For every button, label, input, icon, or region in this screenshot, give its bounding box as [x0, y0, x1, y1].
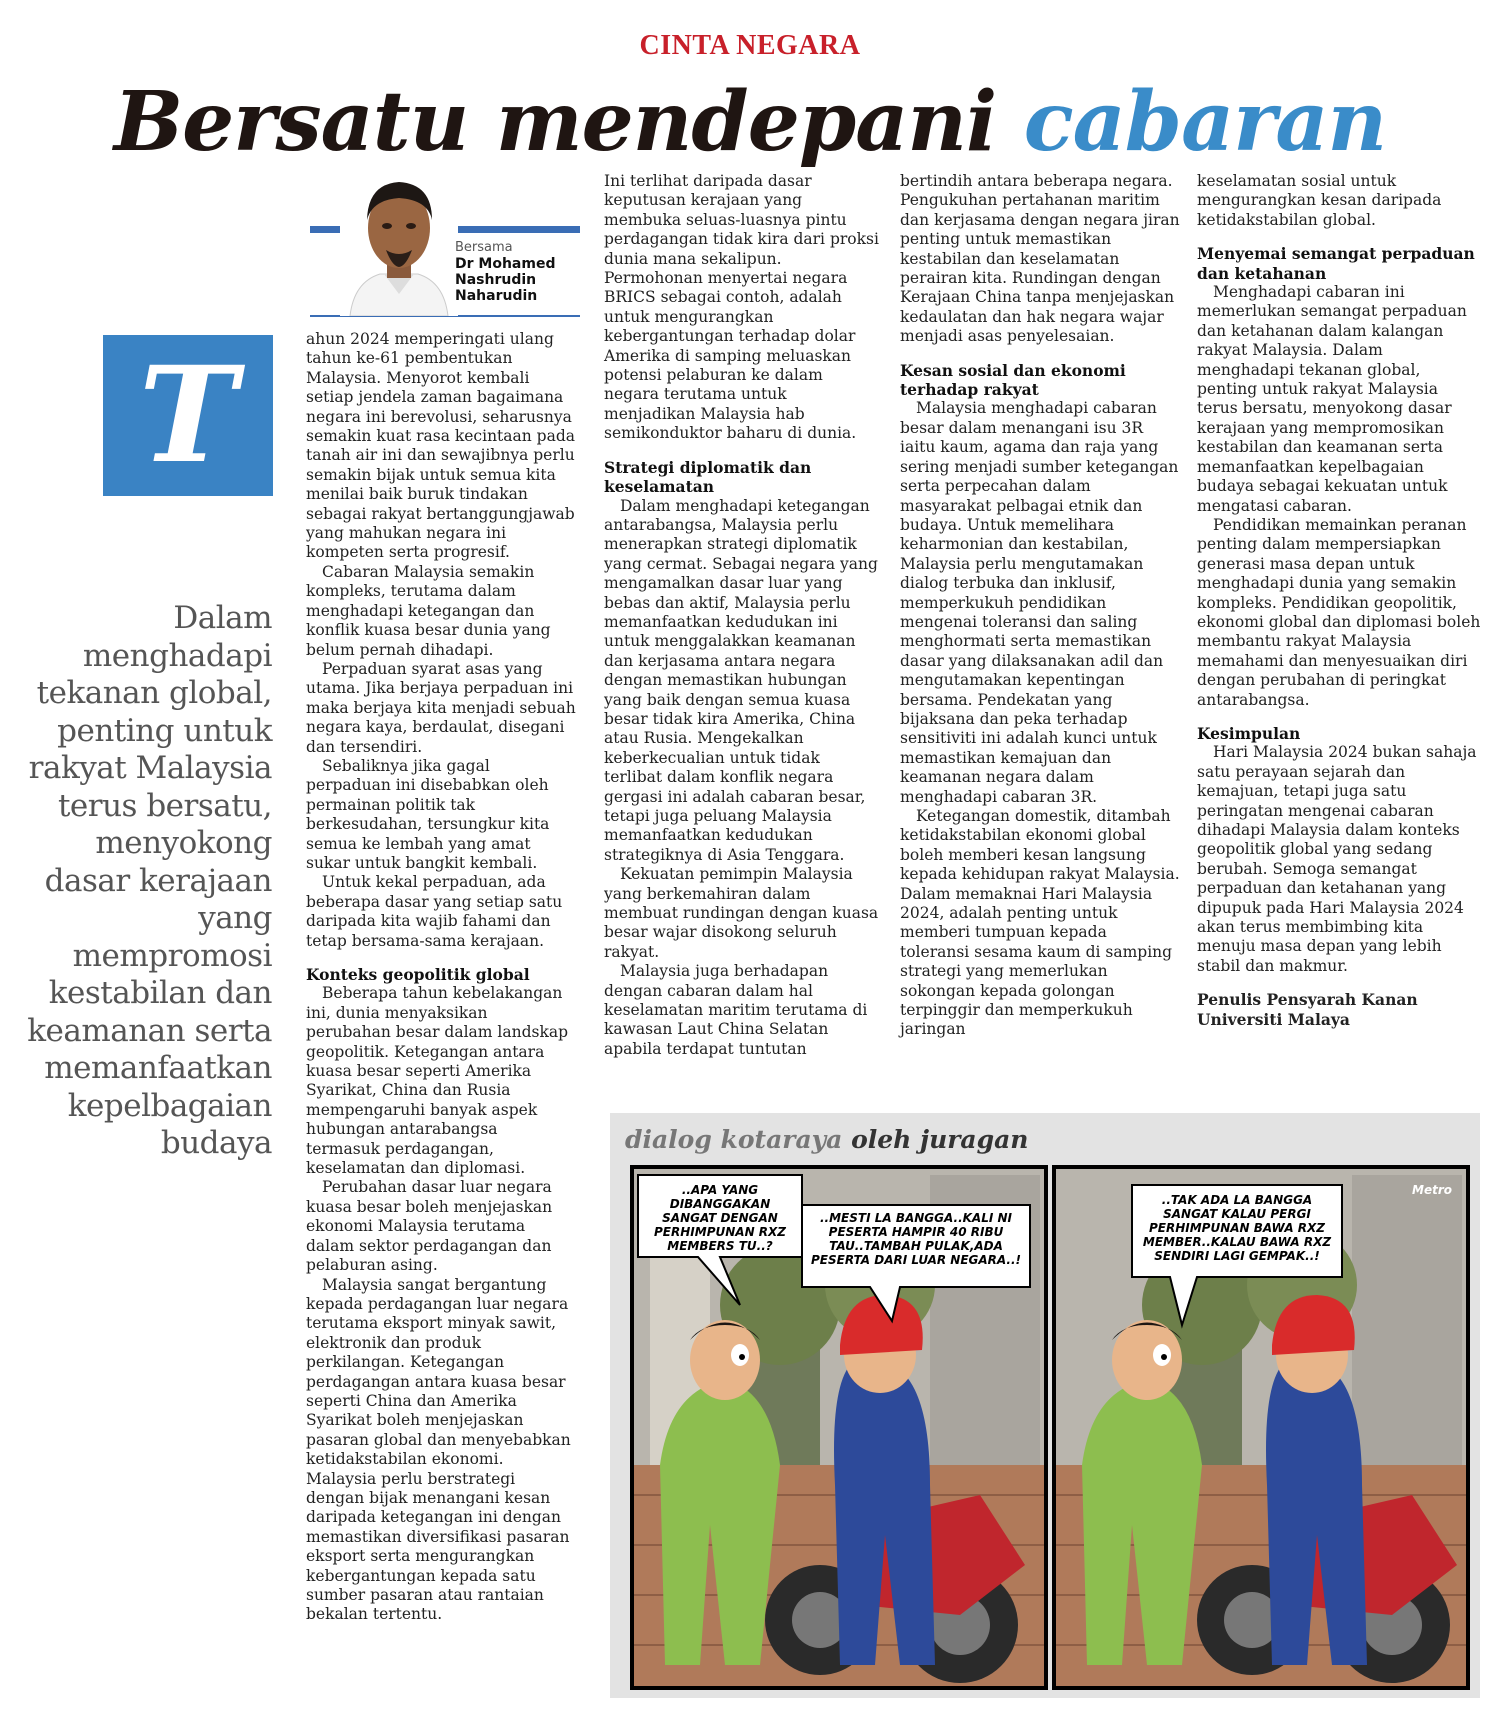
paragraph: Hari Malaysia 2024 bukan sahaja satu perayaan sejarah dan kemajuan, tetapi juga satu peringatan mengenai cabaran dihadapi Malaysia dalam konteks geopolitik global yang sedang berubah. Semoga semangat perpaduan dan ketahanan yang dipupuk pada Hari Malaysia 2024 akan terus membimbing kita menuju masa depan yang lebih stabil dan makmur. [1197, 743, 1477, 975]
speech-bubble-2: ..MESTI LA BANGGA..KALI NI PESERTA HAMPIR 40 RIBU TAU..TAMBAH PULAK,ADA PESERTA DARI LUAR NEGARA..! [811, 1211, 1021, 1267]
paragraph: Malaysia menghadapi cabaran besar dalam menangani isu 3R iaitu kaum, agama dan raja yang sering menjadi sumber ketegangan serta perpecahan dalam masyarakat pelbagai etnik dan budaya. Untuk memelihara keharmonian dan kestabilan, Malaysia perlu mengutamakan dialog terbuka dan inklusif, memperkukuh pendidikan mengenai toleransi dan saling menghormati serta memastikan dasar yang dilaksanakan adil dan mengutamakan kepentingan bersama. Pendekatan yang bijaksana dan peka terhadap sensitiviti ini adalah kunci untuk memastikan kemajuan dan keamanan negara dalam menghadapi cabaran 3R. [900, 399, 1179, 806]
paragraph: Ini terlihat daripada dasar keputusan kerajaan yang membuka seluas-luasnya pintu perdagangan tidak kira dari proksi dunia mana sekalipun. Permohonan menyertai negara BRICS sebagai contoh, adalah untuk mengurangkan kebergantungan terhadap dolar Amerika di samping meluaskan potensi pelaburan ke dalam negara terutama untuk menjadikan Malaysia hab semikonduktor baharu di dunia. [604, 172, 879, 443]
paragraph: bertindih antara beberapa negara. Pengukuhan pertahanan maritim dan kerjasama dengan negara jiran penting untuk memastikan kestabilan dan keselamatan perairan kita. Rundingan dengan Kerajaan China tanpa menjejaskan kedaulatan dan hak negara wajar menjadi asas penyelesaian. [900, 172, 1180, 346]
paragraph: Perpaduan syarat asas yang utama. Jika berjaya perpaduan ini maka berjaya kita menjadi sebuah negara kaya, berdaulat, disegani dan tersendiri. [306, 659, 576, 756]
byline [455, 240, 595, 304]
subheading: Menyemai semangat perpaduan dan ketahanan [1197, 244, 1475, 283]
paragraph: Menghadapi cabaran ini memerlukan semangat perpaduan dan ketahanan dalam kalangan rakyat Malaysia. Dalam menghadapi tekanan global, penting untuk rakyat Malaysia terus bersatu, menyokong dasar kerajaan yang mempromosikan kestabilan dan keamanan serta memanfaatkan kepelbagaian budaya sebagai kekuatan untuk mengatasi cabaran. [1197, 283, 1467, 515]
headline [0, 72, 1500, 172]
paragraph: Malaysia juga berhadapan dengan cabaran dalam hal keselamatan maritim terutama di kawasan Laut China Selatan apabila terdapat tuntutan [604, 962, 868, 1058]
paragraph: Dalam menghadapi ketegangan antarabangsa, Malaysia perlu menerapkan strategi diplomatik yang cermat. Sebagai negara yang mengamalkan dasar luar yang bebas dan aktif, Malaysia perlu memanfaatkan kedudukan ini untuk menggalakkan keamanan dan kerjasama antara negara dengan memastikan hubungan yang baik dengan semua kuasa besar tidak kira Amerika, China atau Rusia. Mengekalkan keberkecualian untuk tidak terlibat dalam konflik negara gergasi ini adalah cabaran besar, tetapi juga peluang Malaysia memanfaatkan kedudukan strategiknya di Asia Tenggara. [604, 496, 878, 864]
paragraph: keselamatan sosial untuk mengurangkan kesan daripada ketidakstabilan global. [1197, 172, 1442, 229]
comic-panel-2 [1052, 1165, 1470, 1690]
author-name-line1: Dr Mohamed [455, 256, 556, 272]
headline-main: Bersatu mendepani [113, 74, 1024, 170]
paragraph: Ketegangan domestik, ditambah ketidakstabilan ekonomi global boleh memberi kesan langsung kepada kehidupan rakyat Malaysia. Dalam memaknai Hari Malaysia 2024, adalah penting untuk memberi tumpuan kepada toleransi sesama kaum di samping strategi yang memerlukan sokongan kepada golongan terpinggir dan memperkukuh jaringan [900, 807, 1180, 1039]
paragraph: Malaysia sangat bergantung kepada perdagangan luar negara terutama eksport minyak sawit, elektronik dan produk perkilangan. Ketegangan perdagangan antara kuasa besar seperti China dan Amerika Syarikat boleh menjejaskan pasaran global dan menyebabkan ketidakstabilan ekonomi. Malaysia perlu berstrategi dengan bijak menangani kesan daripada ketegangan ini dengan memastikan diversifikasi pasaran eksport serta mengurangkan kebergantungan kepada satu sumber pasaran atau rantaian bekalan tertentu. [306, 1275, 571, 1624]
paragraph: Sebaliknya jika gagal perpaduan ini disebabkan oleh permainan politik tak berkesudahan, tersungkur kita semua ke lembah yang amat sukar untuk bangkit kembali. [306, 756, 550, 872]
section-kicker: CINTA NEGARA [639, 30, 861, 61]
author-photo [340, 170, 458, 316]
paragraph: Beberapa tahun kebelakangan ini, dunia menyaksikan perubahan besar dalam landskap geopolitik. Ketegangan antara kuasa besar seperti Amerika Syarikat, China dan Rusia mempengaruhi banyak aspek hubungan antarabangsa termasuk perdagangan, keselamatan dan diplomasi. [306, 984, 569, 1178]
author-name-line2: Nashrudin [455, 272, 537, 288]
paragraph: Untuk kekal perpaduan, ada beberapa dasar yang setiap satu daripada kita wajib fahami dan tetap bersama-sama kerajaan. [306, 873, 563, 950]
headline-accent: cabaran [1023, 74, 1387, 170]
byline-with: Bersama [455, 240, 513, 255]
article-column-1 [306, 330, 576, 1625]
subheading: Kesimpulan [1197, 723, 1301, 743]
speech-bubble-1: ..APA YANG DIBANGGAKAN SANGAT DENGAN PERHIMPUNAN RXZ MEMBERS TU..? [654, 1183, 786, 1253]
comic-title [625, 1125, 1028, 1154]
paragraph: Pendidikan memainkan peranan penting dalam mempersiapkan generasi masa depan untuk menghadapi dunia yang semakin kompleks. Pendidikan geopolitik, ekonomi global dan diplomasi boleh membantu rakyat Malaysia memahami dan menyesuaikan diri dengan perubahan di peringkat antarabangsa. [1197, 515, 1481, 709]
paragraph: ahun 2024 memperingati ulang tahun ke-61 pembentukan Malaysia. Menyorot kembali setiap jendela zaman bagaimana negara ini berevolusi, seharusnya semakin kuat rasa kecintaan pada tanah air ini dan sewajibnya perlu semakin bijak untuk semua kita menilai baik buruk tindakan sebagai rakyat bertanggungjawab yang mahukan negara ini kompeten serta progresif. [306, 330, 576, 562]
comic-panel-1 [630, 1165, 1048, 1690]
article-column-3 [900, 172, 1180, 1040]
author-credit [1197, 990, 1482, 1029]
metro-watermark: Metro [1412, 1183, 1452, 1197]
pull-quote: Dalam menghadapi tekanan global, penting untuk rakyat Malaysia terus bersatu, menyokong dasar kerajaan yang mempromosi kestabilan dan keamanan serta memanfaatkan kepelbagaian budaya [27, 600, 272, 1161]
article-column-4 [1197, 172, 1482, 1029]
author-name-line3: Naharudin [455, 288, 538, 304]
subheading: Strategi diplomatik dan keselamatan [604, 457, 812, 497]
drop-cap: T [103, 335, 273, 496]
paragraph: Perubahan dasar luar negara kuasa besar boleh menjejaskan ekonomi Malaysia terutama dalam sektor perdagangan dan pelaburan asing. [306, 1178, 553, 1275]
paragraph: Kekuatan pemimpin Malaysia yang berkemahiran dalam membuat rundingan dengan kuasa besar wajar disokong seluruh rakyat. [604, 865, 879, 961]
speech-bubble-3: ..TAK ADA LA BANGGA SANGAT KALAU PERGI PERHIMPUNAN BAWA RXZ MEMBER..KALAU BAWA RXZ SENDIRI LAGI GEMPAK..! [1142, 1193, 1332, 1263]
article-column-2 [604, 172, 880, 1059]
subheading: Konteks geopolitik global [306, 965, 530, 984]
paragraph: Cabaran Malaysia semakin kompleks, terutama dalam menghadapi ketegangan dan konflik kuasa besar dunia yang belum pernah dihadapi. [306, 562, 551, 659]
credit-line2: Universiti Malaya [1197, 1009, 1350, 1029]
comic-author: oleh juragan [851, 1125, 1029, 1154]
comic-title-main: dialog kotaraya [625, 1125, 852, 1154]
subheading: Kesan sosial dan ekonomi terhadap rakyat [900, 360, 1126, 400]
credit-line1: Penulis Pensyarah Kanan [1197, 990, 1418, 1010]
